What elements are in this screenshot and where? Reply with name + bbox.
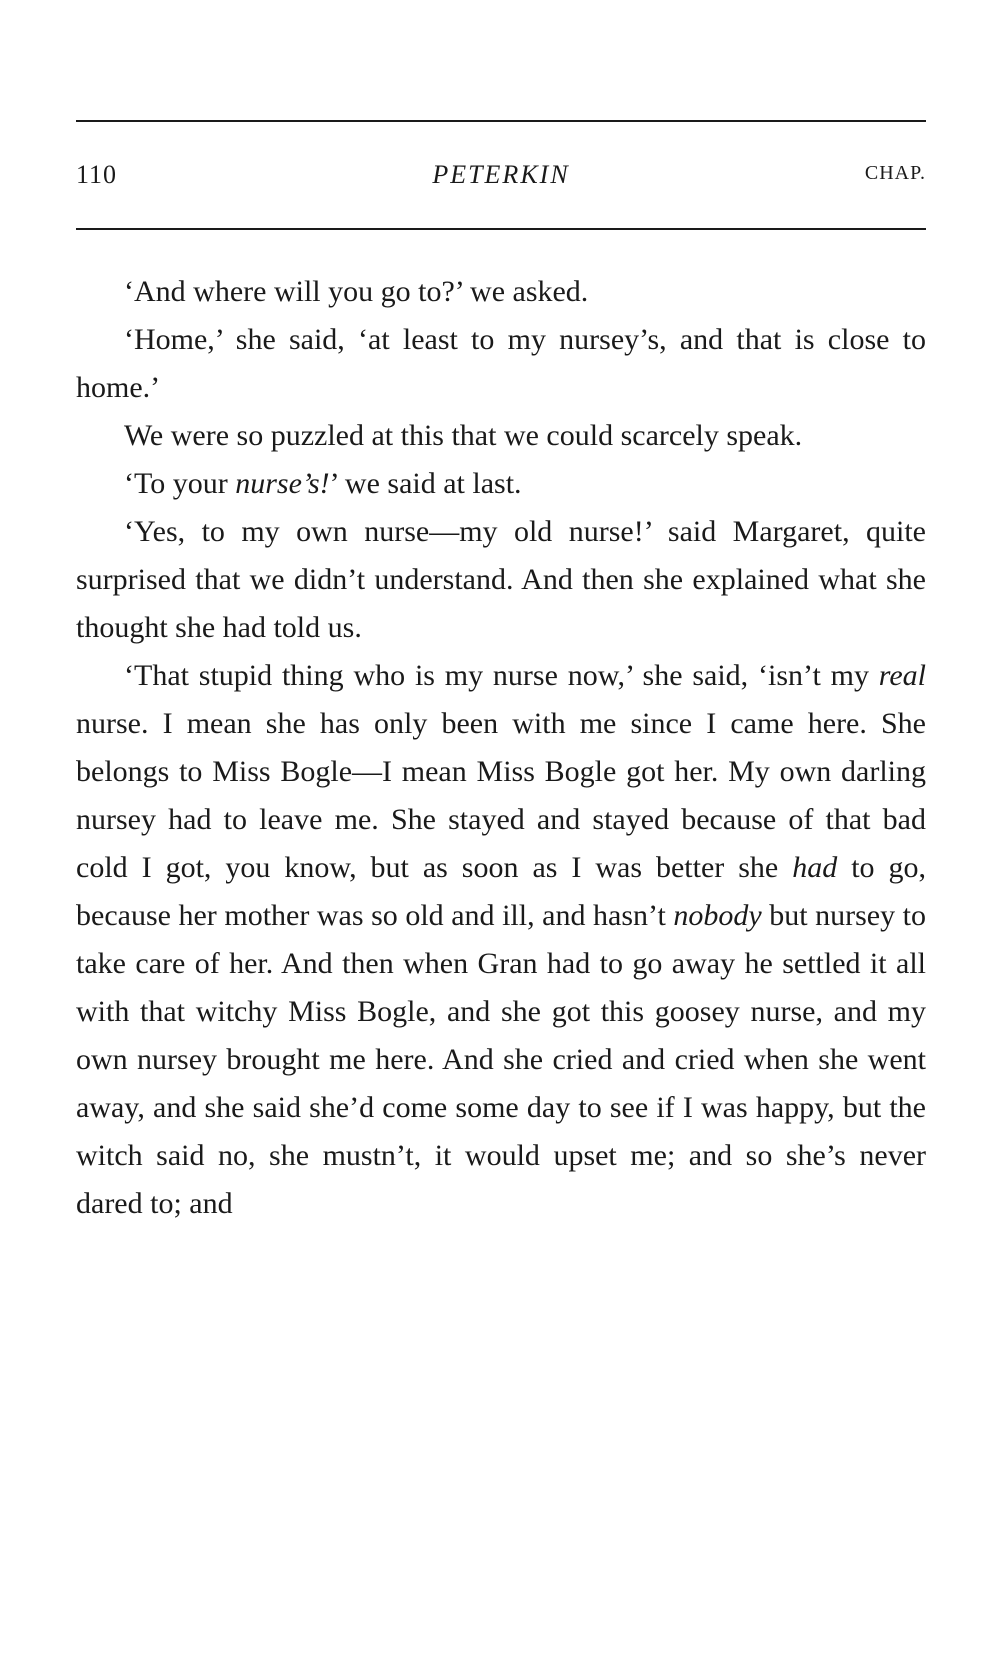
text-run: ‘And where will you go to?’ we asked. [124, 275, 589, 308]
paragraph [76, 652, 926, 1228]
italic-text: nobody [673, 899, 762, 932]
text-run: ’ we said at last. [329, 467, 522, 500]
header-bottom-rule [76, 228, 926, 230]
header-top-rule [76, 120, 926, 122]
paragraph [76, 412, 926, 460]
body-text [76, 268, 926, 1228]
text-run: We were so puzzled at this that we could scarcely speak. [124, 419, 803, 452]
text-run: ‘Yes, to my own nurse—my old nurse!’ said Margaret, quite surprised that we didn’t understand. And then she explained what she thought she had told us. [76, 515, 926, 644]
paragraph [76, 460, 926, 508]
text-run: but nursey to take care of her. And then when Gran had to go away he settled it all with that witchy Miss Bogle, and she got this goosey nurse, and my own nursey brought me here. And she cried and cried when she went away, and she said she’d come some day to see if I was happy, but the witch said no, she mustn’t, it would upset me; and so she’s never dared to; and [76, 899, 927, 1220]
text-run: ‘Home,’ she said, ‘at least to my nursey’s, and that is close to home.’ [76, 323, 926, 404]
text-run: nurse. I mean she has only been with me since I came here. She belongs to Miss Bogle—I mean Miss Bogle got her. My own darling nursey had to leave me. She stayed and stayed because of that bad cold I got, you know, but as soon as I was better she [76, 707, 926, 884]
paragraph [76, 316, 926, 412]
chapter-label: CHAP. [864, 162, 926, 184]
text-run: ‘To your [124, 467, 236, 500]
page-number: 110 [76, 160, 118, 189]
running-title: PETERKIN [432, 160, 570, 189]
paragraph [76, 268, 926, 316]
text-run: to go, because her mother was so old and ill, and hasn’t [76, 851, 926, 932]
italic-text: had [792, 851, 838, 884]
running-header [76, 160, 926, 200]
italic-text: real [878, 659, 926, 692]
paragraph [76, 508, 926, 652]
text-run: ‘That stupid thing who is my nurse now,’ she said, ‘isn’t my [124, 659, 879, 692]
italic-text: nurse’s! [235, 467, 330, 500]
